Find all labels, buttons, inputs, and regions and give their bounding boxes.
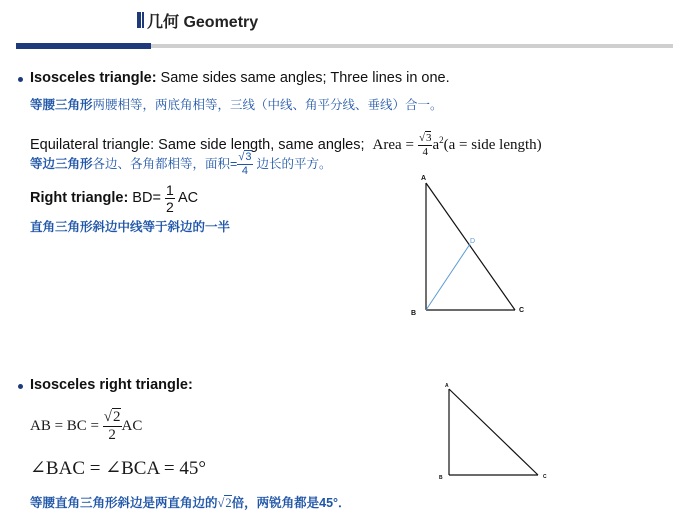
equilateral-zh-fraction: $\frac{√3}{4}$ <box>238 151 252 178</box>
equilateral-zh-prefix: 等边三角形 <box>30 157 93 171</box>
vertex-c-label: C <box>519 307 525 314</box>
isosceles-right-zh-rest-2: 倍，两锐角都是45°． <box>231 496 351 510</box>
right-text-after: AC <box>174 190 199 206</box>
eq-right: AC <box>121 418 143 434</box>
isosceles-label: Isosceles triangle: <box>30 70 157 86</box>
isosceles-right-angles: ∠BAC = ∠BCA = 45° <box>30 458 206 479</box>
vertex-c-label: C <box>543 474 547 480</box>
right-fraction: $\frac{1}{2}$ <box>165 181 174 215</box>
page-title: 几何 Geometry <box>147 14 259 31</box>
equilateral-zh-rest: 各边、各角都相等，面积= <box>92 157 238 171</box>
equilateral-text: Same side length, same angles; <box>154 136 365 153</box>
isosceles-right-zh-rest-1: 斜边是两直角边的 <box>117 496 218 510</box>
equilateral-area-exp: 2 <box>439 135 444 145</box>
vertex-a-label: A <box>421 175 427 182</box>
isosceles-right-zh-sqrt: √2 <box>217 496 232 510</box>
equilateral-area-var: a <box>432 136 440 153</box>
equilateral-area-fraction: $\frac{√3}{4}$ <box>418 131 432 158</box>
isosceles-zh-rest: 两腰相等，两底角相等，三线（中线、角平分线、垂线）合一。 <box>92 98 443 112</box>
equilateral-area-note: (a = side length) <box>443 136 542 153</box>
equilateral-area-label: Area = <box>372 136 414 153</box>
isosceles-right-label: Isosceles right triangle: <box>30 377 193 393</box>
right-label: Right triangle: <box>30 190 129 206</box>
right-zh-rest: 斜边中线等于斜边的一半 <box>92 220 231 234</box>
vertex-a-label: A <box>445 383 449 389</box>
side-ac <box>449 389 538 475</box>
isosceles-right-zh-prefix: 等腰直角三角形 <box>30 496 118 510</box>
eq-left: AB = BC = <box>30 418 100 434</box>
vertex-d-label: D <box>470 238 476 245</box>
isosceles-zh-prefix: 等腰三角形 <box>30 98 93 112</box>
eq-fraction: $\frac{√2}{2}$ <box>103 409 121 444</box>
equilateral-zh-tail: 边长的平方。 <box>256 157 332 171</box>
vertex-b-label: B <box>411 310 417 317</box>
vertex-b-label: B <box>439 475 443 481</box>
isosceles-text: Same sides same angles; Three lines in one. <box>156 70 450 86</box>
right-zh-prefix: 直角三角形 <box>30 220 93 234</box>
right-text-before: BD= <box>128 190 161 206</box>
equilateral-label: Equilateral triangle: <box>30 136 155 153</box>
